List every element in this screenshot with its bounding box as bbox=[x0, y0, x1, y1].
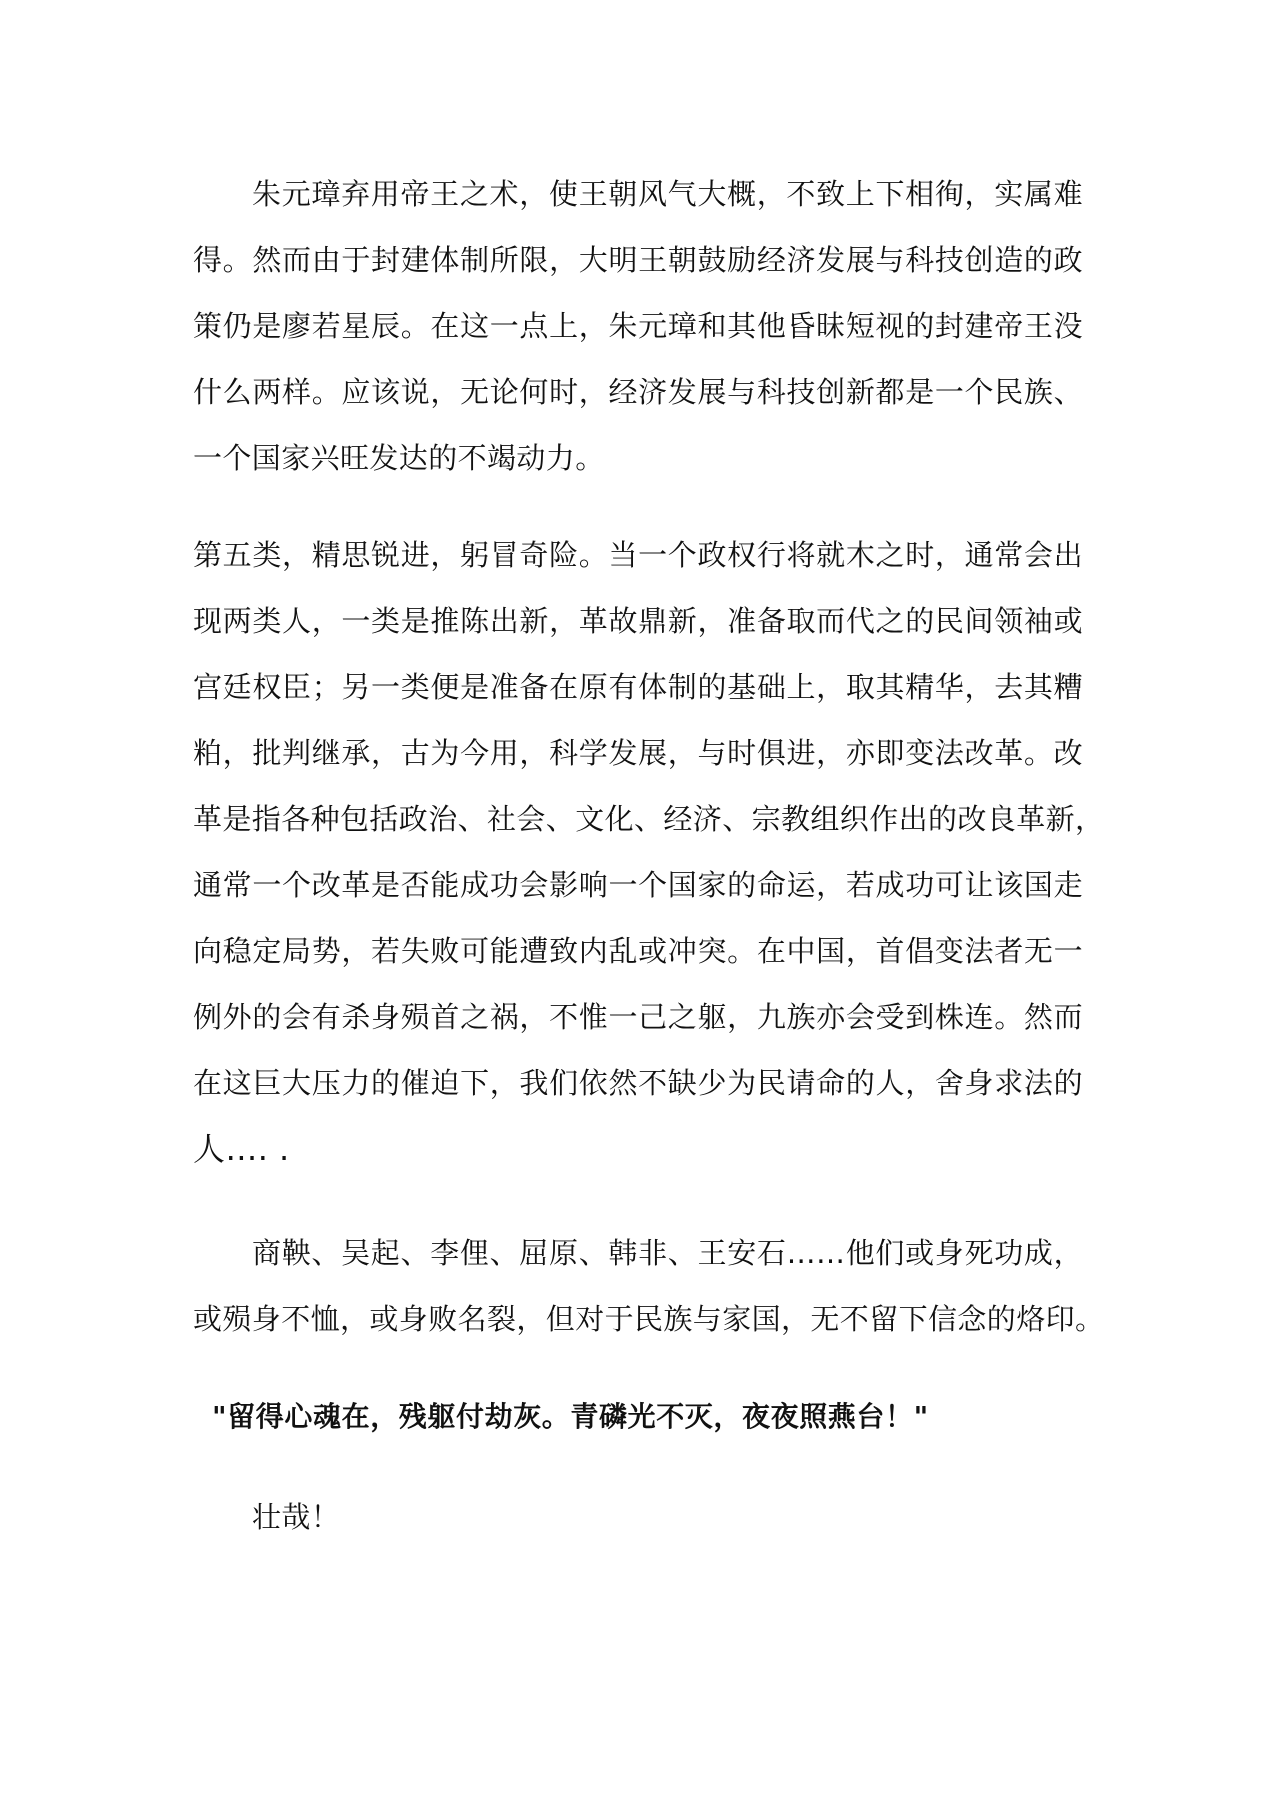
paragraph-line: 革是指各种包括政治、社会、文化、经济、宗教组织作出的改良革新， bbox=[193, 802, 1105, 836]
paragraph-line: 第五类，精思锐进，躬冒奇险。当一个政权行将就木之时，通常会出 bbox=[193, 538, 1083, 572]
paragraph-line: 向稳定局势，若失败可能遭致内乱或冲突。在中国，首倡变法者无一 bbox=[193, 934, 1083, 968]
paragraph-line: 得。然而由于封建体制所限，大明王朝鼓励经济发展与科技创造的政 bbox=[193, 243, 1083, 277]
paragraph-line: 例外的会有杀身殒首之祸，不惟一己之躯，九族亦会受到株连。然而 bbox=[193, 1000, 1083, 1034]
poem-quote: "留得心魂在，残躯付劫灰。青磷光不灭，夜夜照燕台！" bbox=[212, 1400, 929, 1433]
paragraph-line: 或殒身不恤，或身败名裂，但对于民族与家国，无不留下信念的烙印。 bbox=[193, 1302, 1105, 1336]
paragraph-line: 什么两样。应该说，无论何时，经济发展与科技创新都是一个民族、 bbox=[193, 375, 1083, 409]
paragraph-line: 一个国家兴旺发达的不竭动力。 bbox=[193, 441, 605, 475]
paragraph-line: 人…. . bbox=[193, 1130, 290, 1168]
closing-exclamation: 壮哉！ bbox=[252, 1500, 341, 1534]
paragraph-line: 朱元璋弃用帝王之术，使王朝风气大概，不致上下相徇，实属难 bbox=[252, 177, 1083, 211]
paragraph-line: 策仍是廖若星辰。在这一点上，朱元璋和其他昏昧短视的封建帝王没 bbox=[193, 309, 1083, 343]
paragraph-line: 粕，批判继承，古为今用，科学发展，与时俱进，亦即变法改革。改 bbox=[193, 736, 1083, 770]
paragraph-line: 通常一个改革是否能成功会影响一个国家的命运，若成功可让该国走 bbox=[193, 868, 1083, 902]
paragraph-line: 现两类人，一类是推陈出新，革故鼎新，准备取而代之的民间领袖或 bbox=[193, 604, 1083, 638]
paragraph-line: 在这巨大压力的催迫下，我们依然不缺少为民请命的人，舍身求法的 bbox=[193, 1066, 1083, 1100]
paragraph-line: 商鞅、吴起、李俚、屈原、韩非、王安石……他们或身死功成， bbox=[252, 1236, 1083, 1270]
paragraph-line: 宫廷权臣；另一类便是准备在原有体制的基础上，取其精华，去其糟 bbox=[193, 670, 1083, 704]
